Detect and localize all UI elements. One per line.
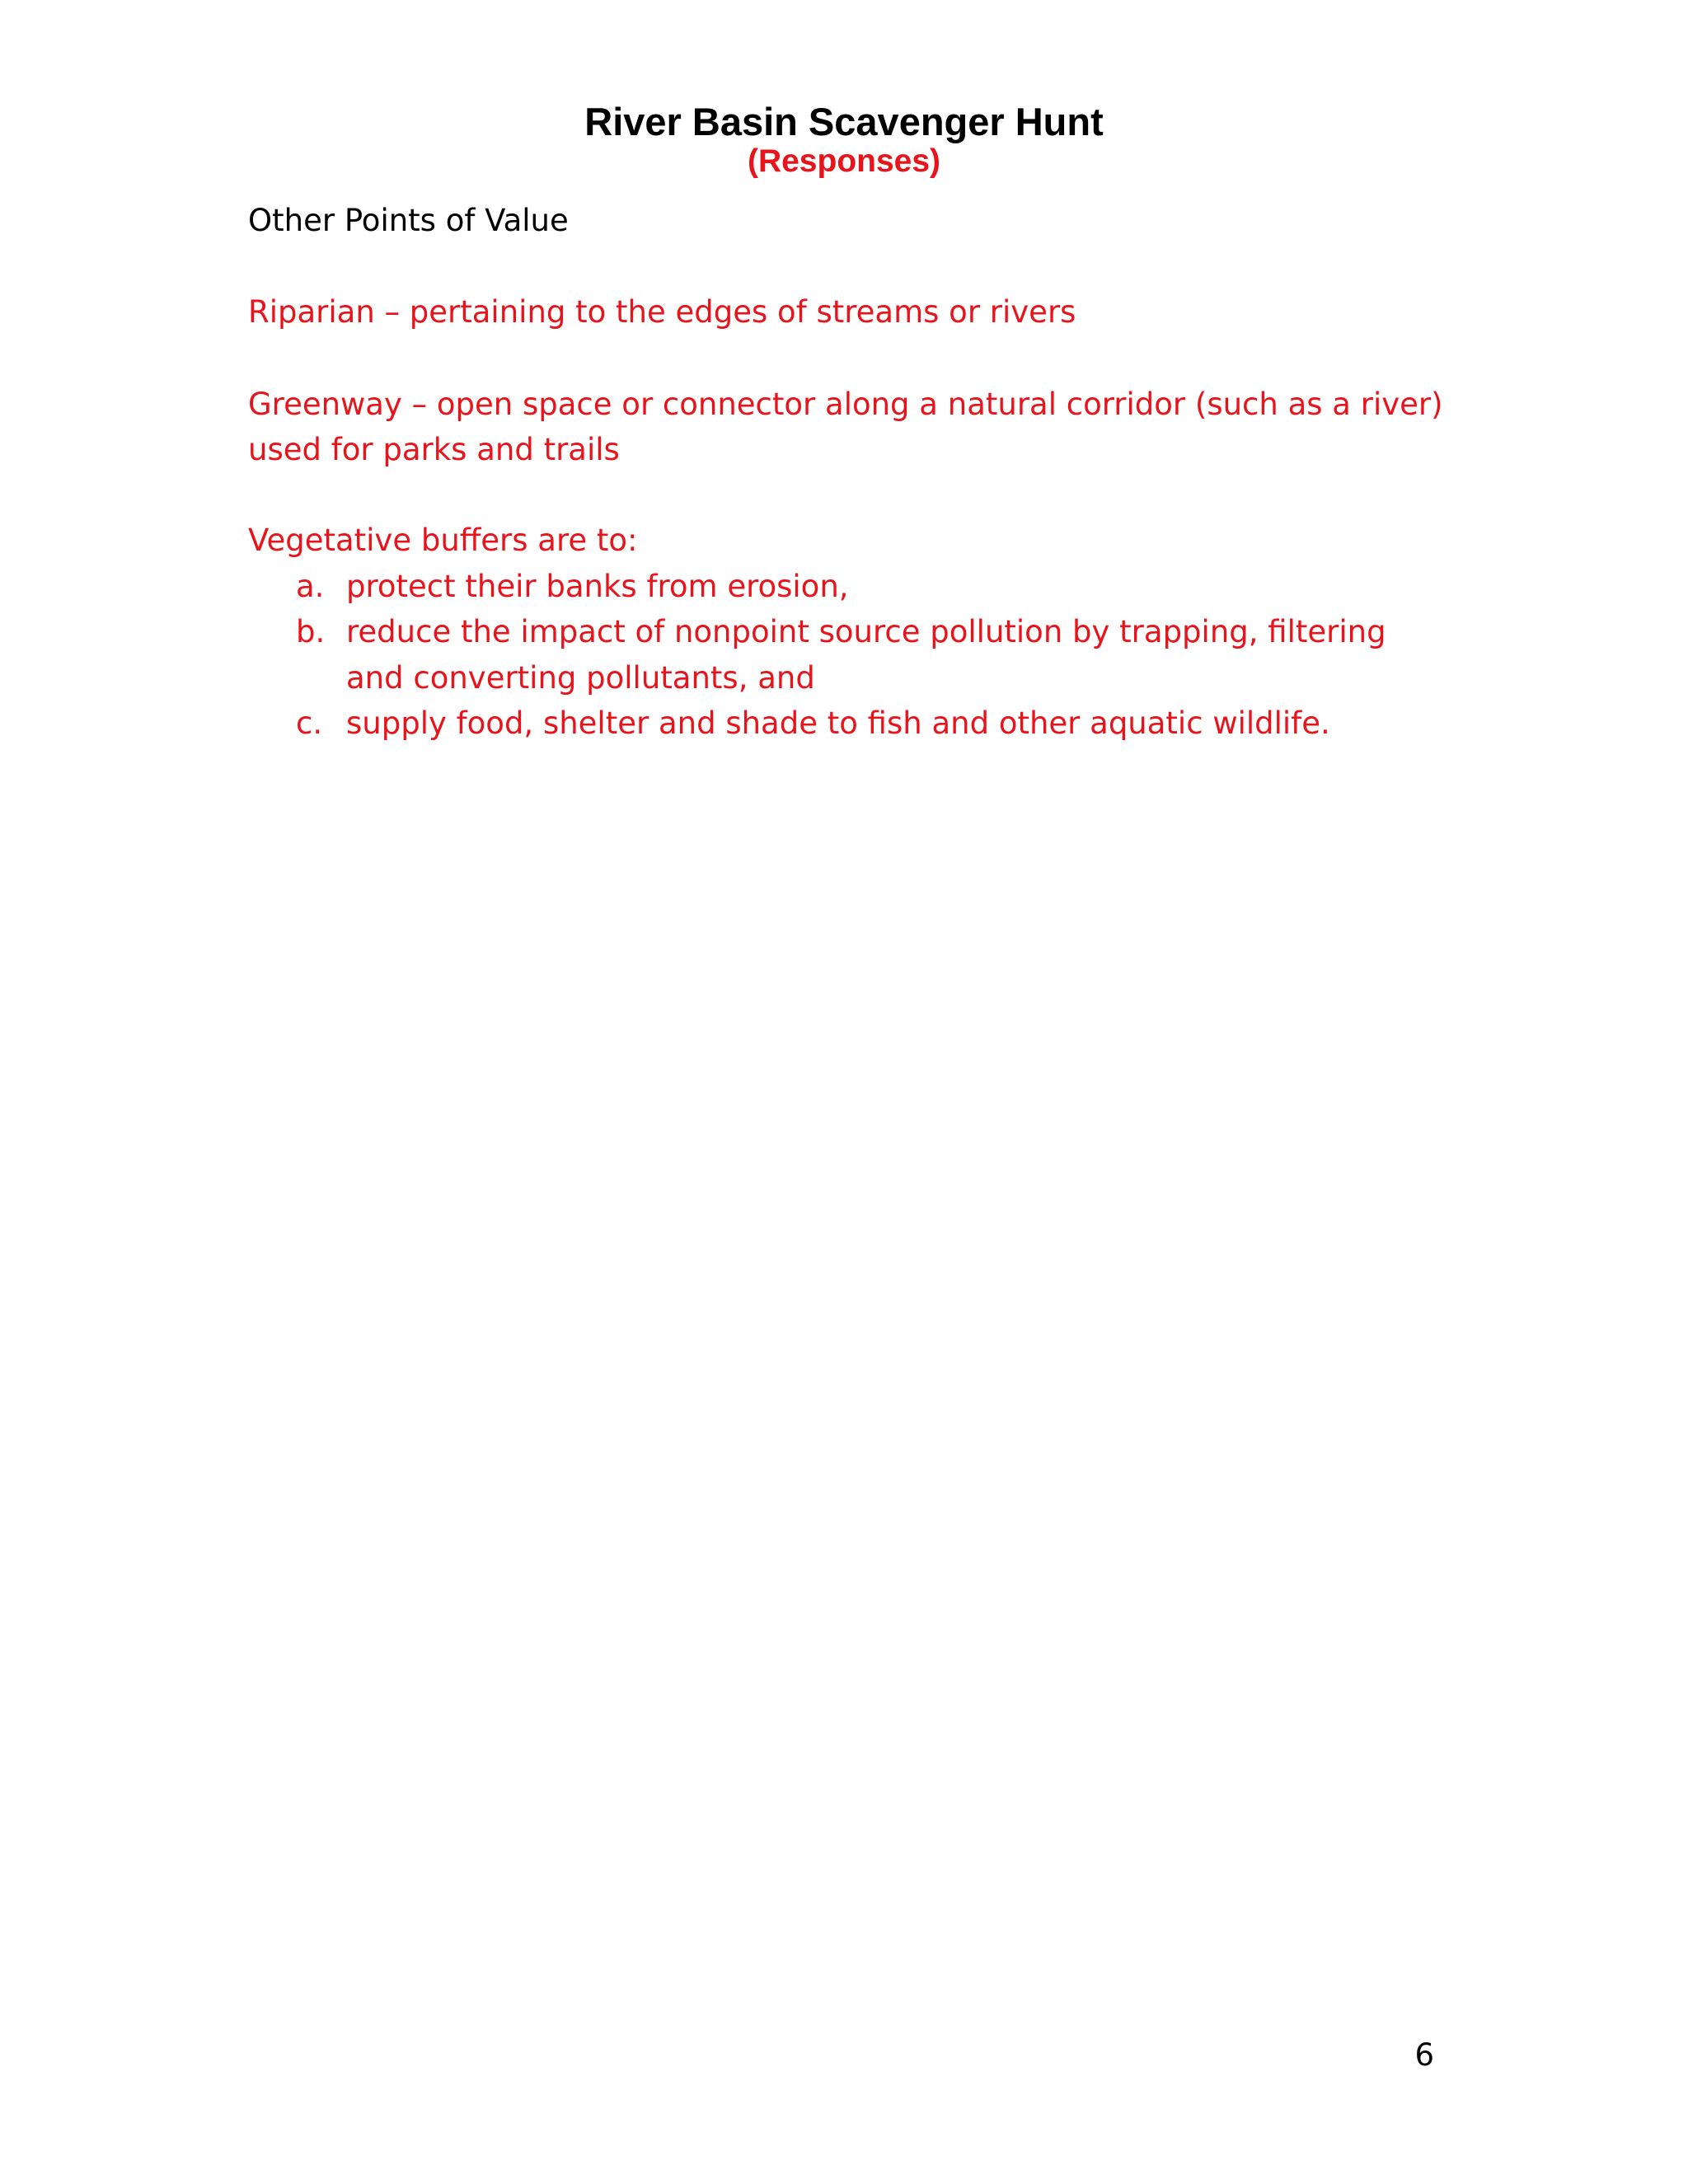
page-title: River Basin Scavenger Hunt (584, 100, 1104, 143)
list-item-b-line-1: reduce the impact of nonpoint source pollution by trapping, filtering (346, 614, 1386, 649)
buffers-intro: Vegetative buffers are to: (248, 523, 638, 558)
section-heading: Other Points of Value (248, 203, 569, 238)
list-marker-b: b. (296, 614, 326, 649)
list-item-b-line-2: and converting pollutants, and (346, 660, 815, 696)
greenway-definition-line-1: Greenway – open space or connector along a natural corridor (such as a river) (248, 387, 1443, 422)
list-item-c: supply food, shelter and shade to fish and other aquatic wildlife. (346, 705, 1330, 741)
page-number: 6 (1414, 2037, 1434, 2073)
greenway-definition-line-2: used for parks and trails (248, 432, 620, 467)
page-subtitle: (Responses) (747, 143, 941, 179)
list-marker-c: c. (296, 705, 323, 741)
riparian-definition: Riparian – pertaining to the edges of streams or rivers (248, 294, 1076, 330)
list-marker-a: a. (296, 569, 325, 604)
list-item-a: protect their banks from erosion, (346, 569, 849, 604)
